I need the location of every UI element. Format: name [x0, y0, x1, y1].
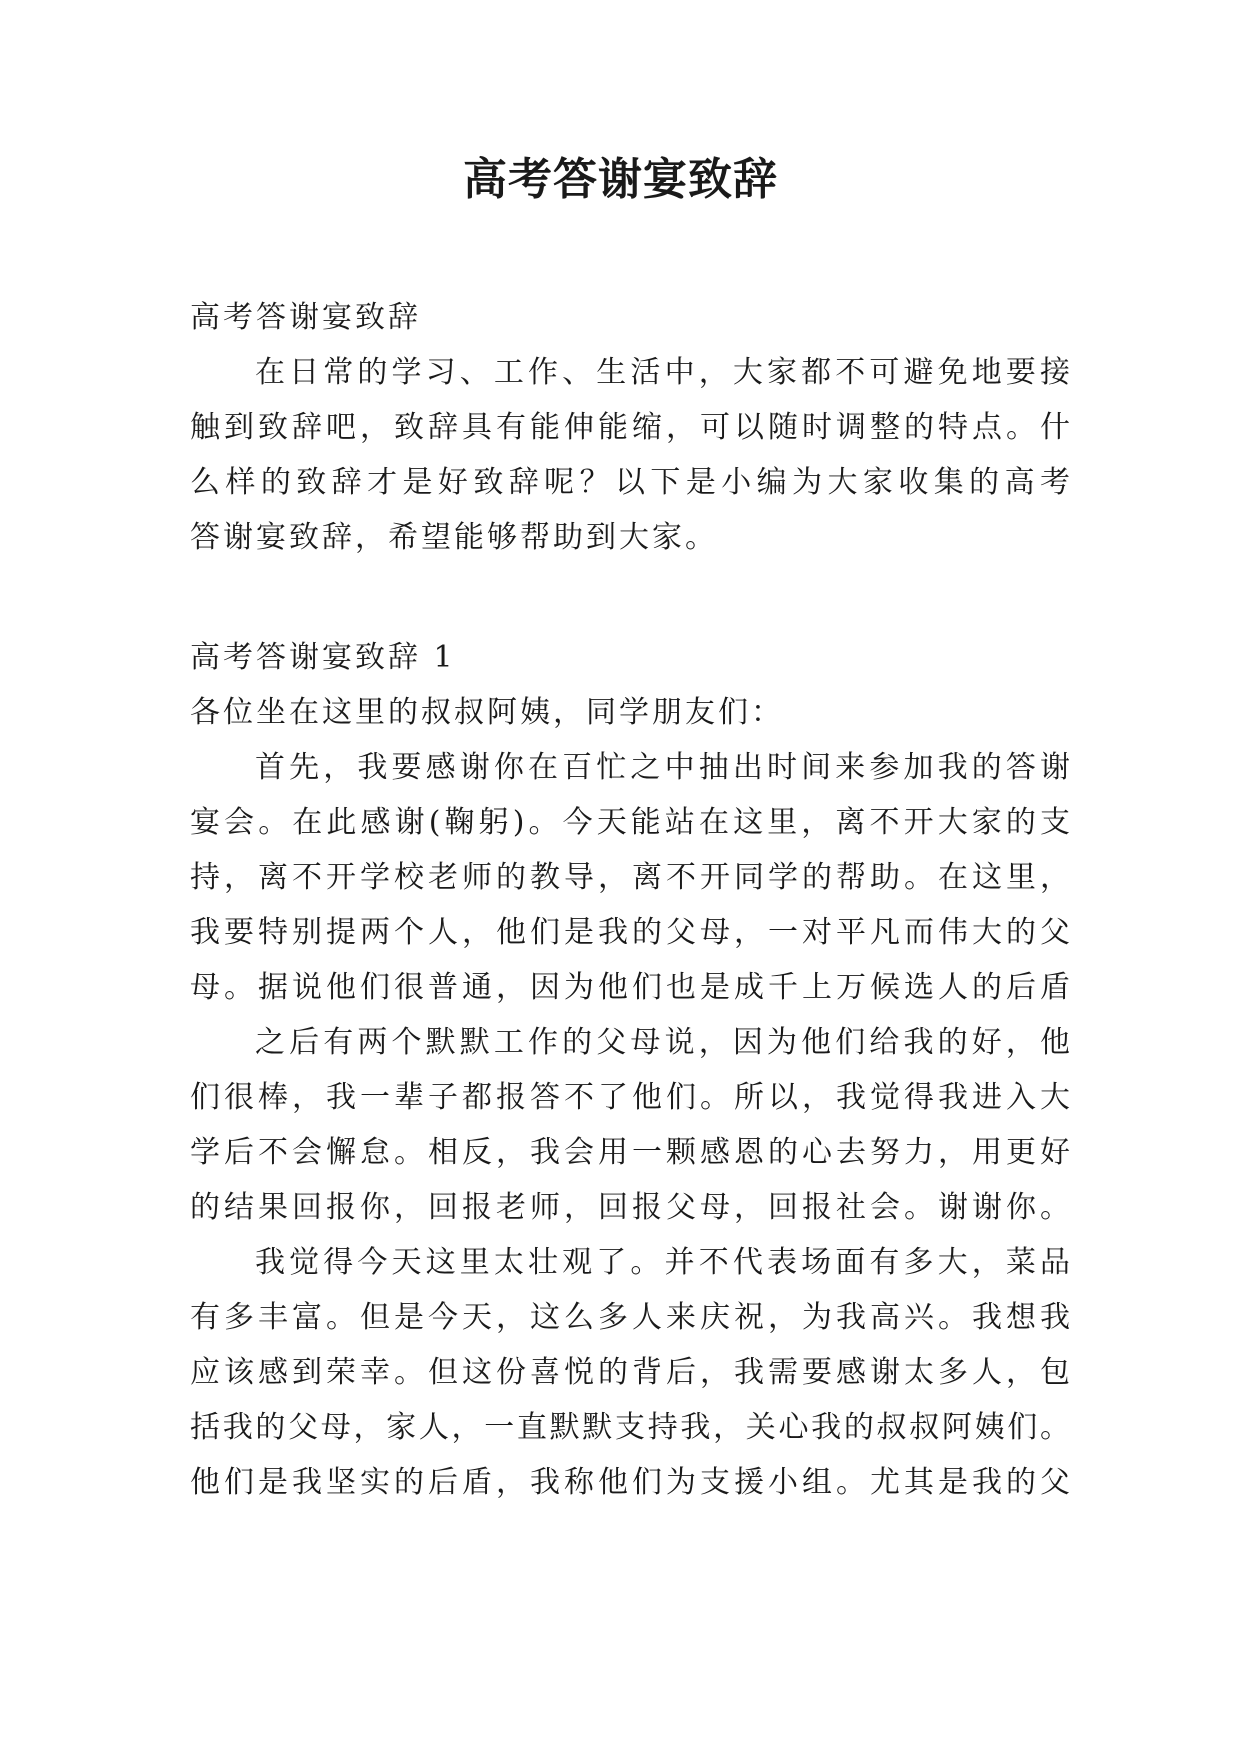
paragraph-line: 宴会。在此感谢(鞠躬)。今天能站在这里，离不开大家的支: [190, 805, 1070, 840]
paragraph-line: 母。据说他们很普通，因为他们也是成千上万候选人的后盾: [190, 970, 1070, 1005]
document-title: 高考答谢宴致辞: [463, 154, 778, 205]
paragraph-line: 我要特别提两个人，他们是我的父母，一对平凡而伟大的父: [190, 915, 1070, 950]
paragraph-line: 的结果回报你，回报老师，回报父母，回报社会。谢谢你。: [190, 1190, 1070, 1225]
paragraph-line: 持，离不开学校老师的教导，离不开同学的帮助。在这里，: [190, 860, 1070, 895]
paragraph-line: 应该感到荣幸。但这份喜悦的背后，我需要感谢太多人，包: [190, 1355, 1070, 1390]
paragraph-line: 学后不会懈怠。相反，我会用一颗感恩的心去努力，用更好: [190, 1135, 1070, 1170]
spacer: [190, 620, 1070, 630]
speech-paragraph-3: [190, 1235, 1070, 1510]
document-body: [190, 290, 1070, 1510]
speech-paragraph-2: [190, 1015, 1070, 1235]
spacer: [190, 565, 1070, 620]
speech-paragraph-1: [190, 740, 1070, 1015]
paragraph-line: 触到致辞吧，致辞具有能伸能缩，可以随时调整的特点。什: [190, 410, 1070, 445]
paragraph-line: 他们是我坚实的后盾，我称他们为支援小组。尤其是我的父: [190, 1465, 1070, 1500]
intro-paragraph: [190, 345, 1070, 565]
salutation: 各位坐在这里的叔叔阿姨，同学朋友们：: [190, 695, 784, 730]
paragraph-line: 首先，我要感谢你在百忙之中抽出时间来参加我的答谢: [255, 750, 1070, 785]
intro-heading: 高考答谢宴致辞: [190, 300, 421, 335]
paragraph-line: 有多丰富。但是今天，这么多人来庆祝，为我高兴。我想我: [190, 1300, 1070, 1335]
paragraph-line: 之后有两个默默工作的父母说，因为他们给我的好，他: [255, 1025, 1070, 1060]
paragraph-line: 在日常的学习、工作、生活中，大家都不可避免地要接: [255, 355, 1070, 390]
paragraph-line: 括我的父母，家人，一直默默支持我，关心我的叔叔阿姨们。: [190, 1410, 1070, 1445]
paragraph-line: 我觉得今天这里太壮观了。并不代表场面有多大，菜品: [255, 1245, 1070, 1280]
section-heading: 高考答谢宴致辞 1: [190, 640, 456, 675]
paragraph-line: 们很棒，我一辈子都报答不了他们。所以，我觉得我进入大: [190, 1080, 1070, 1115]
paragraph-line: 么样的致辞才是好致辞呢？以下是小编为大家收集的高考: [190, 465, 1070, 500]
paragraph-line: 答谢宴致辞，希望能够帮助到大家。: [190, 520, 718, 555]
